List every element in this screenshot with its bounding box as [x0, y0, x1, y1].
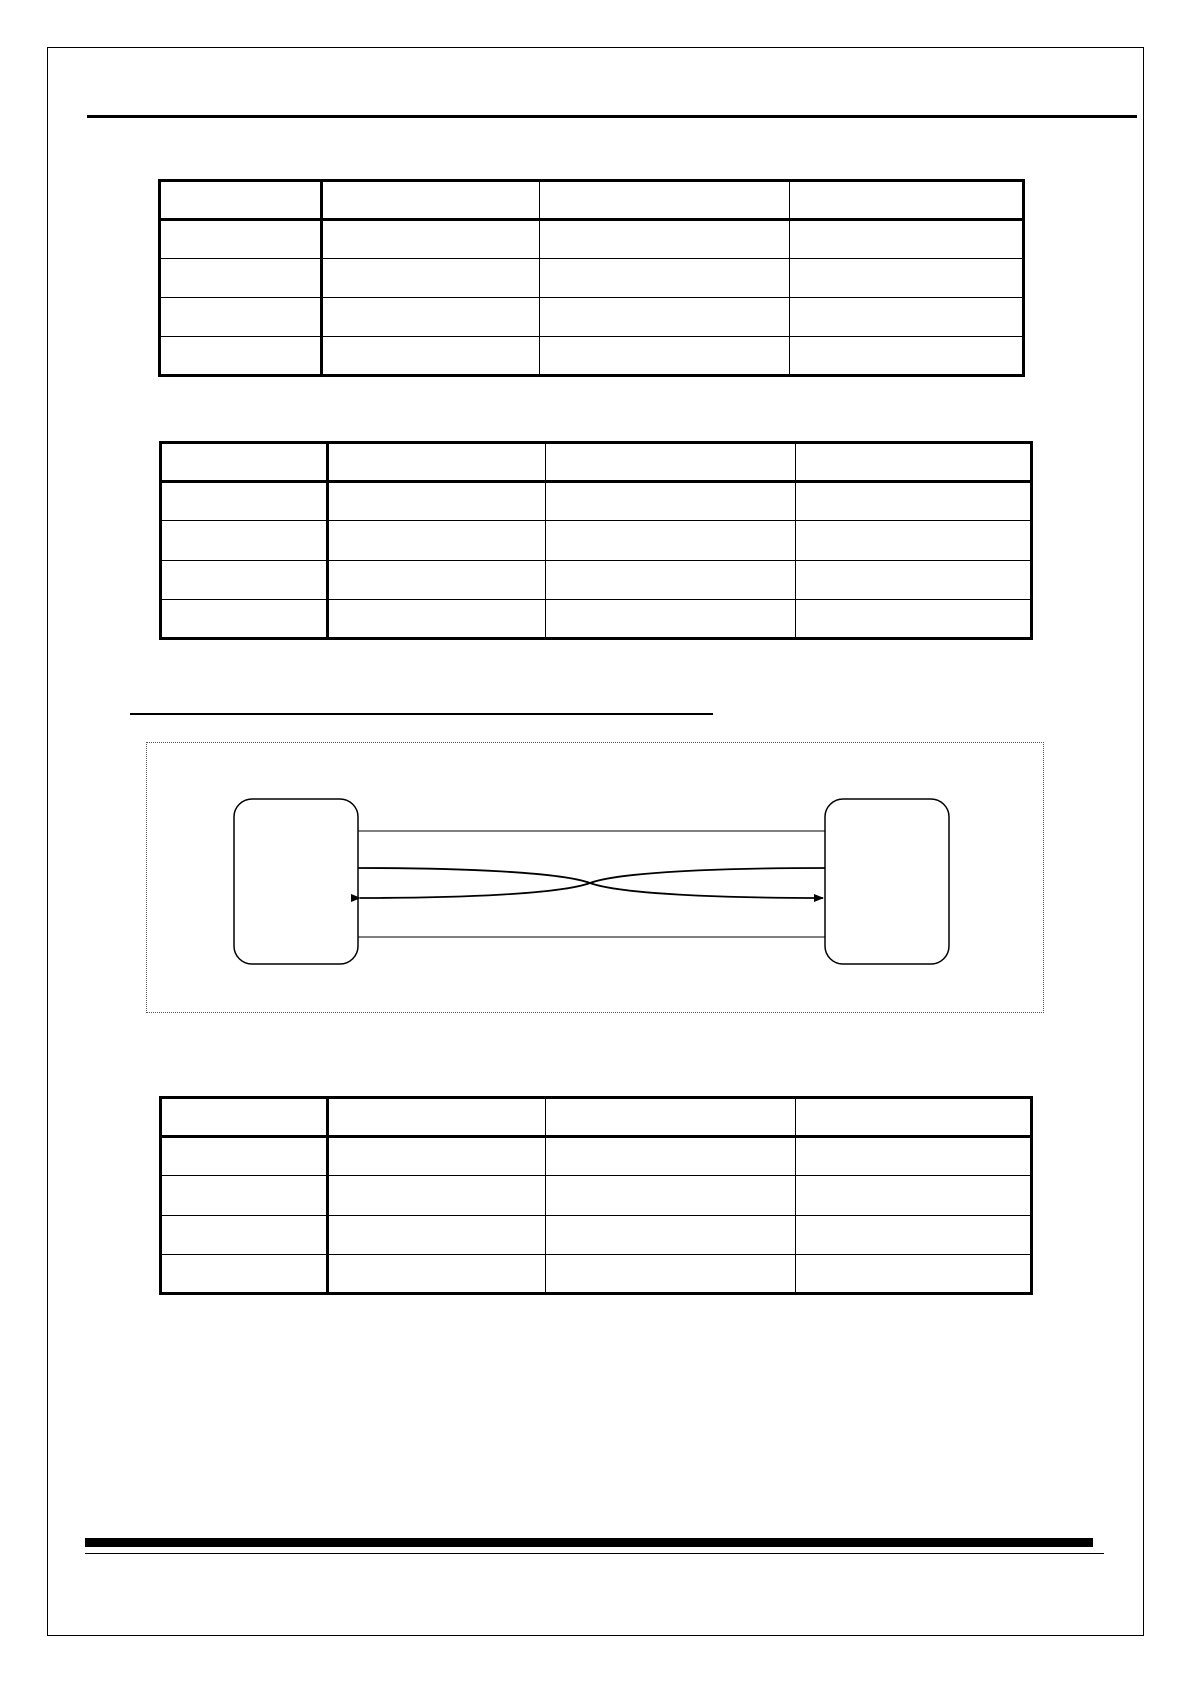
table-cell: [546, 1137, 796, 1176]
table-row: [161, 1176, 1032, 1215]
left-device-box: [234, 799, 358, 964]
table-row: [161, 1254, 1032, 1293]
right-device-box: [825, 799, 949, 964]
table-cell: [328, 1215, 546, 1254]
table-cell: [161, 1254, 328, 1293]
table-row: [161, 1137, 1032, 1176]
table-3: [159, 1096, 1033, 1295]
table-cell: [796, 1137, 1032, 1176]
table-row: [161, 1098, 1032, 1137]
table-cell: [546, 1215, 796, 1254]
table-cell: [796, 1098, 1032, 1137]
table-cell: [161, 1215, 328, 1254]
table-cell: [546, 1098, 796, 1137]
table-cell: [328, 1176, 546, 1215]
footer-rule-thin: [85, 1553, 1104, 1554]
table-cell: [161, 1176, 328, 1215]
table-cell: [161, 1137, 328, 1176]
footer-rule-thick: [85, 1538, 1093, 1547]
table-cell: [796, 1254, 1032, 1293]
table-cell: [546, 1176, 796, 1215]
crossed-link-line-b: [360, 868, 825, 898]
table-cell: [328, 1254, 546, 1293]
table-cell: [161, 1098, 328, 1137]
table-cell: [796, 1215, 1032, 1254]
table-cell: [796, 1176, 1032, 1215]
table-row: [161, 1215, 1032, 1254]
table-cell: [328, 1098, 546, 1137]
table-cell: [328, 1137, 546, 1176]
table-cell: [546, 1254, 796, 1293]
